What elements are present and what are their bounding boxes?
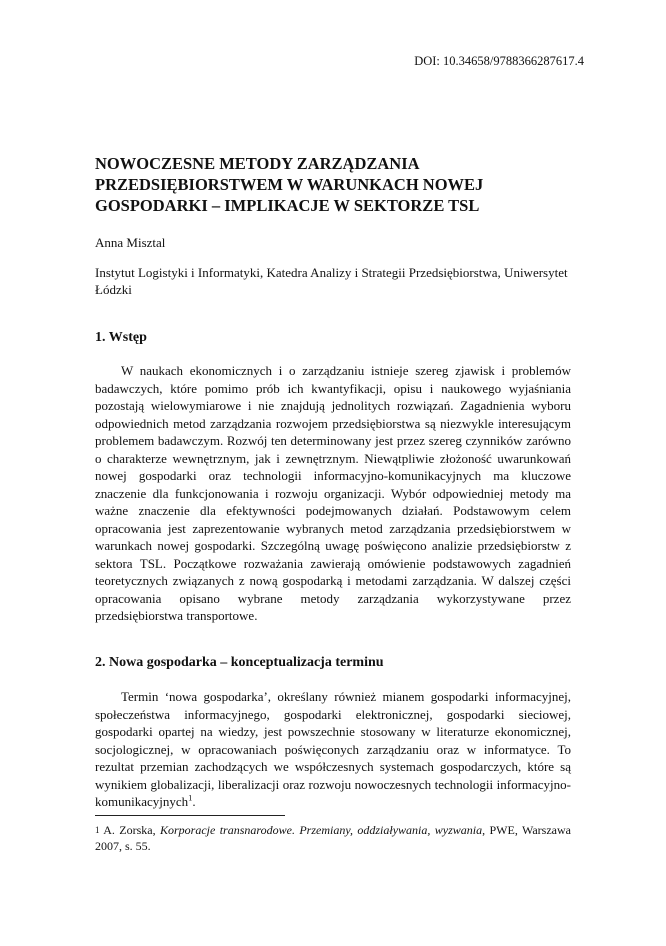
author-affiliation: Instytut Logistyki i Informatyki, Katedra Analizy i Strategii Przedsiębiorstwa, Uniwersytet Łódzki [95, 265, 568, 297]
footnote-number: 1 [95, 825, 100, 835]
section-body-introduction [95, 362, 571, 625]
section-heading-new-economy: 2. Nowa gospodarka – konceptualizacja terminu [95, 655, 384, 670]
footnote [95, 822, 571, 854]
doi-label: DOI: 10.34658/9788366287617.4 [414, 54, 584, 68]
paper-title: NOWOCZESNE METODY ZARZĄDZANIA PRZEDSIĘBIORSTWEM W WARUNKACH NOWEJ GOSPODARKI – IMPLIKACJE W SEKTORZE TSL [95, 154, 484, 215]
footnote-work-title: Korporacje transnarodowe. Przemiany, oddziaływania, wyzwania [160, 823, 483, 837]
footnote-reference[interactable]: 1 [188, 792, 193, 803]
section-body-new-economy: Termin ‘nowa gospodarka’, określany również mianem gospodarki informacyjnej, społeczeństwa informacyjnego, gospodarki elektronicznej, gospodarki sieciowej, gospodarki opartej na wiedzy, jest powszechnie stosowany w literaturze ekonomicznej, socjologicznej, w opracowaniach poświęconych zarządzaniu oraz w informatyce. To rezultat przemian zachodzących we współczesnych systemach gospodarczych, które są wynikiem globalizacji, liberalizacji oraz rozwoju nowoczesnych technologii informacyjno-komunikacyjnych$^1$. [95, 689, 571, 809]
section-heading-introduction: 1. Wstęp [95, 330, 147, 345]
footnote-separator [95, 815, 285, 816]
author-name: Anna Misztal [95, 235, 166, 250]
introduction-text: W naukach ekonomicznych i o zarządzaniu istnieje szereg zjawisk i problemów badawczych, które pomimo prób ich kwantyfikacji, opisu i naukowego wyjaśniania pozostają wielowymiarowe i nie znajdują jednolitych rozwiązań. Zagadnienia wyboru odpowiednich metod zarządzania rozwojem przedsiębiorstwa są niezwykle interesującym problemem badawczym. Rozwój ten determinowany jest przez szereg czynników zarówno o charakterze wewnętrznym, jak i zewnętrznym. Niewątpliwie złożoność uwarunkowań nowej gospodarki oraz technologii informacyjno-komunikacyjnych ma kluczowe znaczenie dla funkcjonowania i rozwoju organizacji. Wybór odpowiedniej metody ma ważne znaczenie dla efektywności podejmowanych działań. Podstawowym celem opracowania jest zaprezentowanie wybranych metod zarządzania przedsiębiorstwem w warunkach nowej gospodarki. Szczególną uwagę poświęcono analizie przedsiębiorstw z sektora TSL. Początkowe rozważania zawierają omówienie podstawowych zagadnień teoretycznych związanych z nową gospodarką i metodami zarządzania. W dalszej części opracowania opisano wybrane metody zarządzania wykorzystywane przez przedsiębiorstwa transportowe. [95, 363, 571, 623]
footnote-author: A. Zorska, [103, 823, 156, 837]
new-economy-text: Termin ‘nowa gospodarka’, określany również mianem gospodarki informacyjnej, społeczeństwa informacyjnego, gospodarki elektronicznej, gospodarki sieciowej, gospodarki opartej na wiedzy, jest powszechnie stosowany w literaturze ekonomicznej, socjologicznej, w opracowaniach poświęconych zarządzaniu oraz w informatyce. To rezultat przemian zachodzących we współczesnych systemach gospodarczych, które są wynikiem globalizacji, liberalizacji oraz rozwoju nowoczesnych technologii informacyjno-komunikacyjnych [95, 689, 571, 809]
footnote-publisher: , PWE, Warszawa 2007, s. 55. [95, 823, 571, 853]
